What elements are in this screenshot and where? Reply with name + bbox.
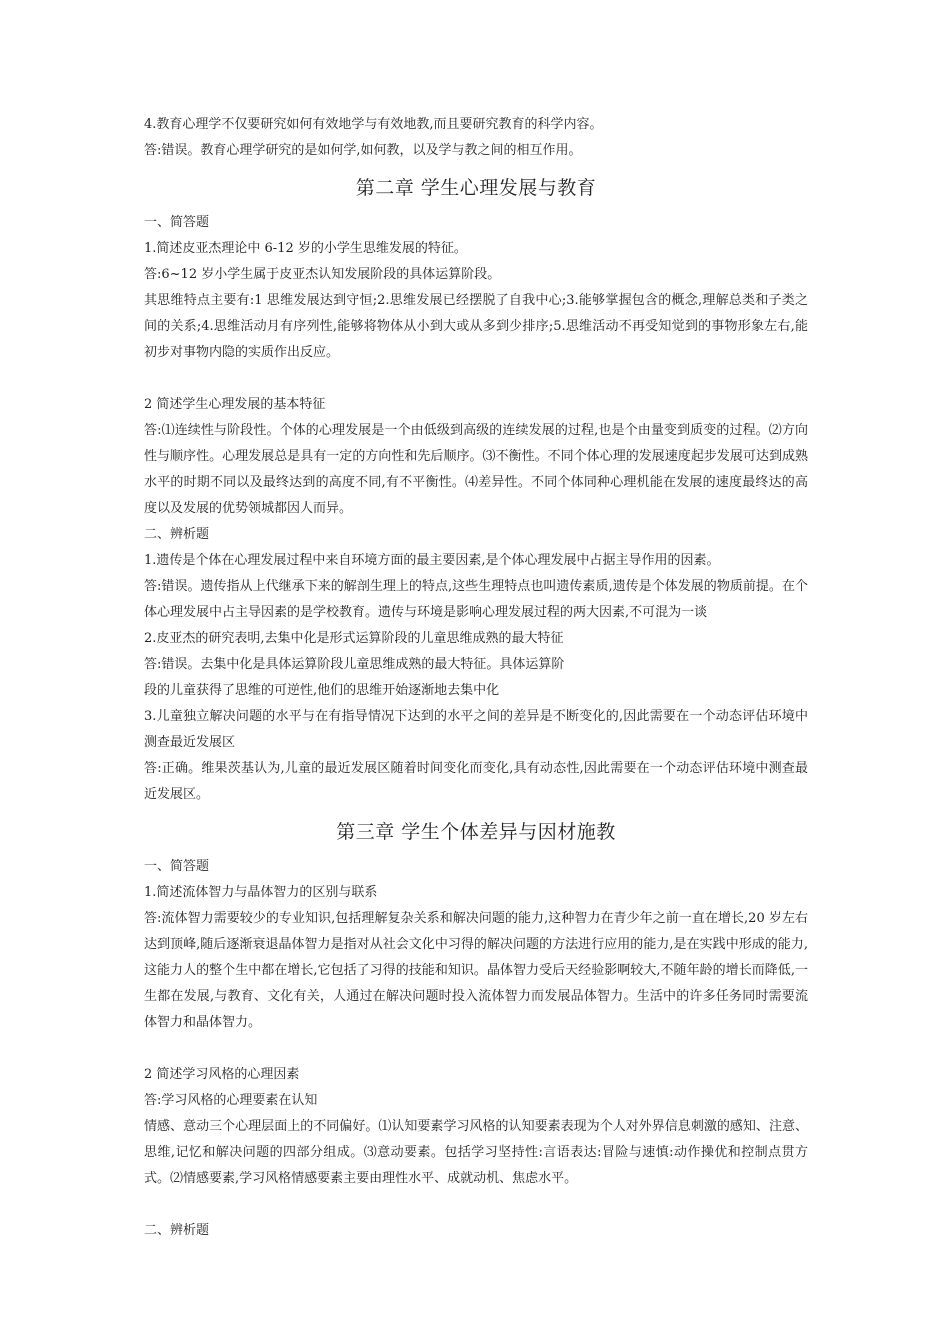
question-text: 2 简述学生心理发展的基本特征 — [144, 397, 326, 412]
section-heading: 二、辨析题 — [144, 527, 210, 542]
chapter-title: 第三章 学生个体差异与因材施教 — [336, 821, 616, 843]
answer-text: 答:6~12 岁小学生属于皮亚杰认知发展阶段的具体运算阶段。 — [144, 267, 501, 282]
answer-text: 答:学习风格的心理要素在认知 — [144, 1093, 318, 1108]
answer-paragraph: 答:错误。遗传指从上代继承下来的解剖生理上的特点,这些生理特点也叫遗传素质,遗传是个体发展的物质前提。在个体心理发展中占主导因素的是学校教育。遗传与环境是影响心理发展过程的两大因素,不可混为一谈 — [144, 579, 808, 620]
answer-text: 答:错误。教育心理学研究的是如何学,如何教，以及学与教之间的相互作用。 — [144, 143, 582, 158]
question-text: 1.简述皮亚杰理论中 6-12 岁的小学生思维发展的特征。 — [144, 241, 467, 256]
section-heading: 一、简答题 — [144, 215, 210, 230]
question-text: 2.皮亚杰的研究表明,去集中化是形式运算阶段的儿童思维成熟的最大特征 — [144, 631, 564, 646]
question-text: 2 简述学习风格的心理因素 — [144, 1067, 300, 1082]
spacer — [144, 1192, 808, 1218]
answer-paragraph: 答:⑴连续性与阶段性。个体的心理发展是一个由低级到高级的连续发展的过程,也是个由量变到质变的过程。⑵方向性与顺序性。心理发展总是具有一定的方向性和先后顺序。⑶不衡性。不同个体心理的发展速度起步发展可达到成熟水平的时期不同以及最终达到的高度不同,有不平衡性。⑷差异性。不同个体同种心理机能在发展的速度最终达的高度以及发展的优势领城都因人而异。 — [144, 423, 808, 516]
spacer — [144, 1036, 808, 1062]
answer-text: 段的儿童获得了思维的可逆性,他们的思维开始逐渐地去集中化 — [144, 683, 500, 698]
answer-paragraph: 答:流体智力需要较少的专业知识,包括理解复杂关系和解决问题的能力,这种智力在青少年之前一直在增长,20 岁左右达到顶峰,随后逐渐衰退晶体智力是指对从社会文化中习得的解决问题的方法进行应用的能力,是在实践中形成的能力,这能力人的整个生中都在增长,它包括了习得的技能和知识。晶体智力受后天经验影啊较大,不随年龄的增长而降低,一生都在发展,与教育、文化有关，人通过在解决问题时投入流体智力而发展品体智力。生活中的许多任务同时需要流体智力和晶体智力。 — [144, 911, 808, 1030]
question-text: 1.遗传是个体在心理发展过程中来自环境方面的最主要因素,是个体心理发展中占据主导作用的因素。 — [144, 553, 720, 568]
answer-text: 答:错误。去集中化是具体运算阶段儿童思维成熟的最大特征。具体运算阶 — [144, 657, 565, 672]
answer-paragraph: 其思维特点主要有:1 思维发展达到守恒;2.思维发展已经摆脱了自我中心;3.能够掌握包含的概念,理解总类和子类之间的关系;4.思维活动月有序列性,能够将物体从小到大或从多到少排序;5.思维活动不再受知觉到的事物形象左右,能初步对事物内隐的实质作出反应。 — [144, 293, 808, 360]
section-heading: 一、简答题 — [144, 859, 210, 874]
chapter-title: 第二章 学生心理发展与教育 — [355, 177, 597, 199]
spacer — [144, 366, 808, 392]
question-text: 4.教育心理学不仅要研究如何有效地学与有效地教,而且要研究教育的科学内容。 — [144, 117, 603, 132]
document-page — [144, 112, 808, 1244]
answer-paragraph: 情感、意动三个心理层面上的不同偏好。⑴认知要素学习风格的认知要素表现为个人对外界信息刺激的感知、注意、思维,记忆和解决问题的四部分组成。⑶意动要素。包括学习坚持性:言语表达:冒险与速慎:动作操优和控制点贯方式。⑵情感要素,学习风格情感要素主要由理性水平、成就动机、焦虑水平。 — [144, 1119, 808, 1186]
question-text: 3.儿童独立解决问题的水平与在有指导情况下达到的水平之间的差异是不断变化的,因此需要在一个动态评估环境中测查最近发展区 — [144, 709, 808, 750]
section-heading: 二、辨析题 — [144, 1223, 210, 1238]
question-text: 1.简述流体智力与晶体智力的区别与联系 — [144, 885, 378, 900]
answer-paragraph: 答:正确。维果茨基认为,儿童的最近发展区随着时间变化而变化,具有动态性,因此需要在一个动态评估环境中测查最近发展区。 — [144, 761, 808, 802]
